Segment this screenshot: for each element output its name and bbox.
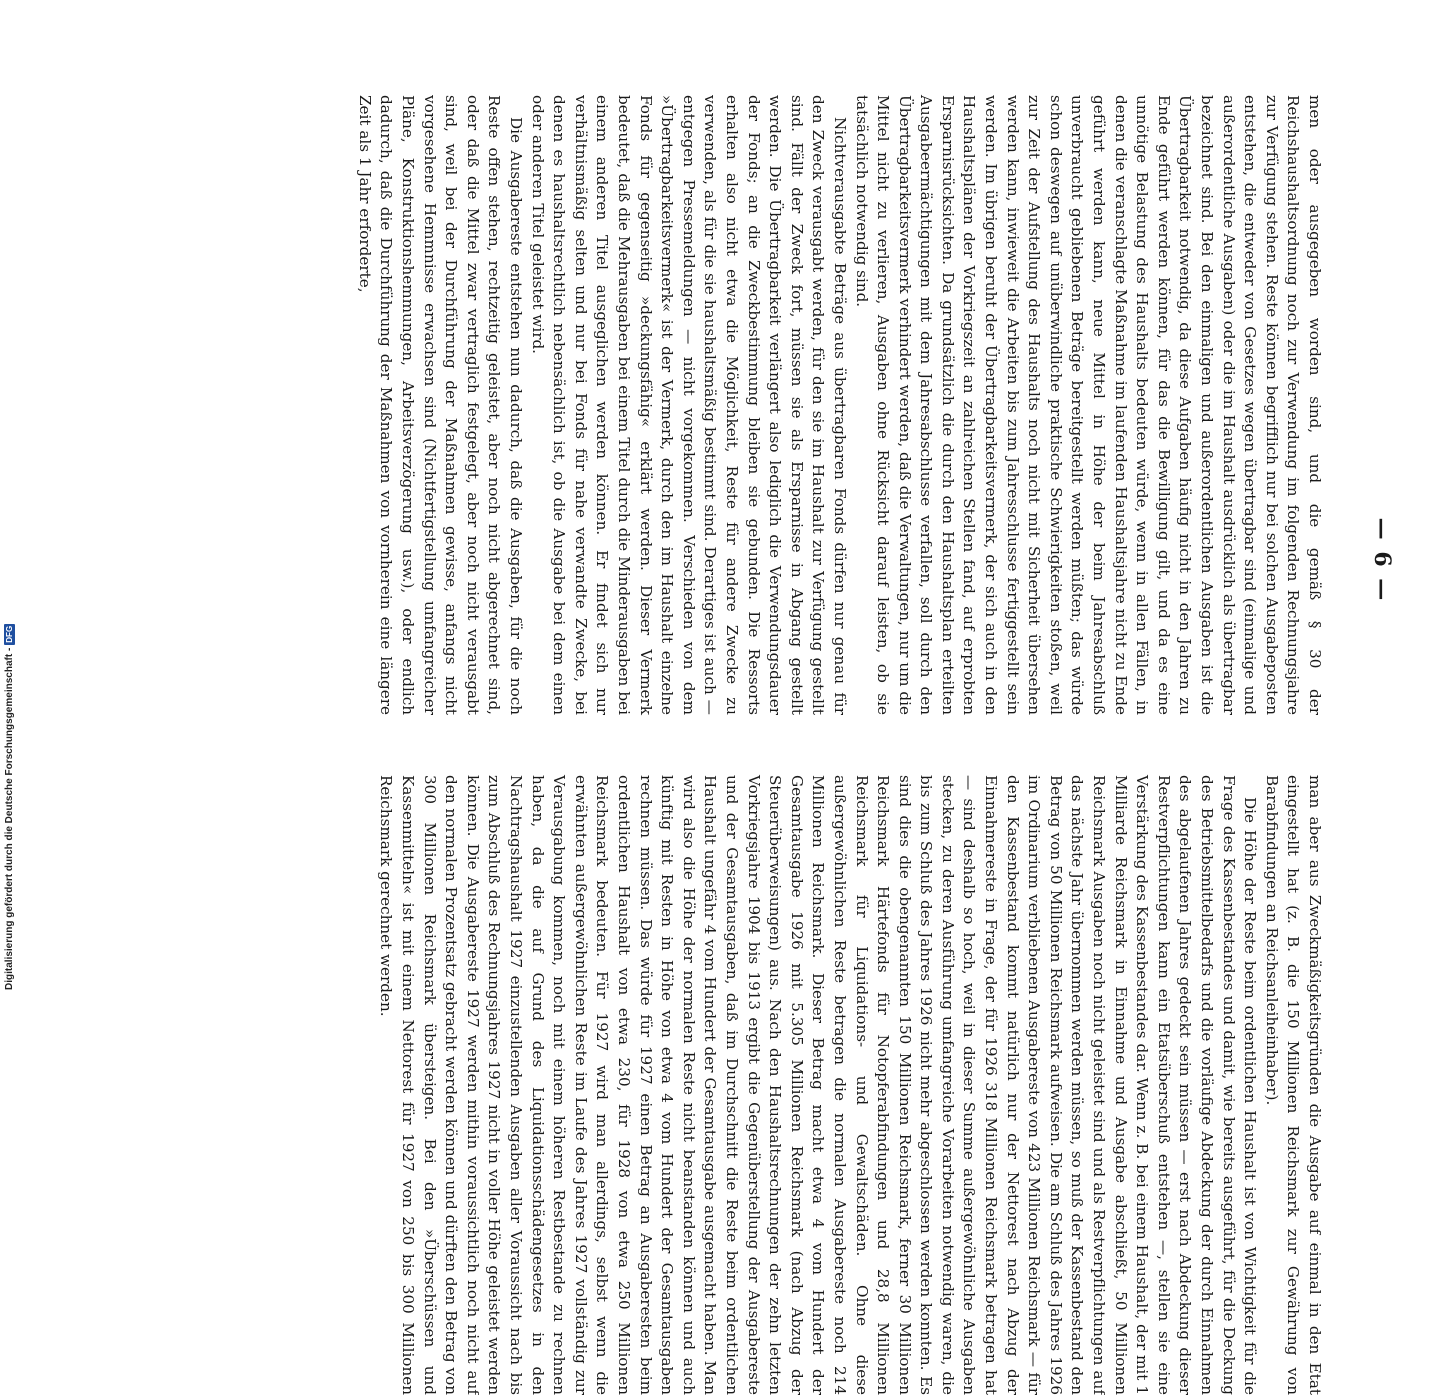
paragraph: Die Ausgabereste entstehen nun dadurch, daß die Ausgaben, für die noch Reste offen stehen, rechtzeitig geleistet, aber noch nicht abgerechnet sind, oder daß die Mittel zwar vertraglich festgelegt, aber noch nicht verausgabt sind, weil bei der Durchführung der Maßnahmen gewisse, anfangs nicht vorgesehene Hemmnisse erwachsen sind (Nichtfertigstellung umfangreicher Pläne, Konstruktionshemmungen, Arbeitsverzögerung usw.), oder endlich dadurch, daß die Durchführung der Maßnahmen von vornherein eine längere Zeit als 1 Jahr erforderte, <box>355 95 526 715</box>
funding-text: Digitalisierung gefördert durch die Deutsche Forschungsgemeinschaft - <box>4 647 15 990</box>
paragraph: men oder ausgegeben worden sind, und die gemäß § 30 der Reichshaushaltsordnung noch zur Verwendung im folgenden Rechnungsjahre zur Verfügung stehen. Reste können begrifflich nur bei solchen Ausgabeposten entstehen, die entweder von Gesetzes wegen übertragbar sind (einmalige und außerordentliche Ausgaben) oder die im Haushalt ausdrücklich als übertragbar bezeichnet sind. Bei den einmaligen und außerordentlichen Ausgaben ist die Übertragbarkeit notwendig, da diese Aufgaben häufig nicht in den Jahren zu Ende geführt werden können, für das die Bewilligung gilt, und da es eine unnötige Belastung des Haushalts bedeuten würde, wenn in allen Fällen, in denen die veranschlagte Maßnahme im laufenden Haushaltsjahre nicht zu Ende geführt werden kann, neue Mittel in Höhe der beim Jahresabschluß unverbraucht gebliebenen Beträge bereitgestellt werden müßten; das würde schon deswegen auf unüberwindliche praktische Schwierigkeiten stoßen, weil zur Zeit der Aufstellung des Haushalts noch nicht mit Sicherheit übersehen werden kann, inwieweit die Arbeiten bis zum Jahresschlusse fertiggestellt sein werden. Im übrigen beruht der Übertragbarkeitsvermerk, der sich auch in den Haushaltsplänen der Vorkriegszeit an zahlreichen Stellen fand, auf erprobten Ersparnisrücksichten. Da grundsätzlich die durch den Haushaltsplan erteilten Ausgabeermächtigungen mit dem Jahresabschlusse verfallen, soll durch den Übertragbarkeitsvermerk verhindert werden, daß die Verwaltungen, nur um die Mittel nicht zu verlieren, Ausgaben ohne Rücksicht darauf leisten, ob sie tatsächlich notwendig sind. <box>852 95 1324 715</box>
page-number: — 6 — <box>1369 517 1395 603</box>
dfg-logo-icon: DFG <box>5 625 14 643</box>
paragraph: Nichtverausgabte Beträge aus übertragbaren Fonds dürfen nur genau für den Zweck verausgabt werden, für den sie im Haushalt zur Verfügung gestellt sind. Fällt der Zweck fort, müssen sie als Ersparnisse in Abgang gestellt werden. Die Übertragbarkeit verlängert also lediglich die Verwendungsdauer der Fonds; an die Zweckbestimmung bleiben sie gebunden. Die Ressorts erhalten also nicht etwa die Möglichkeit, Reste für andere Zwecke zu verwenden, als für die sie haushaltsmäßig bestimmt sind. Derartiges ist auch — entgegen Pressemeldungen — nicht vorgekommen. Verschieden von dem »Übertragbarkeitsvermerk« ist der Vermerk, durch den im Haushalt einzelne Fonds für gegenseitig »deckungsfähig« erklärt werden. Dieser Vermerk bedeutet, daß die Mehrausgaben bei einem Titel durch die Minderausgaben bei einem anderen Titel ausgeglichen werden können. Er findet sich nur verhältnismäßig selten und nur bei Fonds für nahe verwandte Zwecke, bei denen es haushaltsrechtlich nebensächlich ist, ob die Ausgabe bei dem einen oder anderen Titel geleistet wird. <box>528 95 849 715</box>
text-column-2 <box>375 775 1325 1395</box>
rotated-document-page <box>65 95 1395 1395</box>
funding-note <box>4 624 15 990</box>
paragraph: Die Höhe der Reste beim ordentlichen Haushalt ist von Wichtigkeit für die Frage des Kassenbestandes und damit, wie bereits ausgeführt, für die Deckung des Betriebsmittelbedarfs und die vorläufige Abdeckung der durch Einnahmen des abgelaufenen Jahres gedeckt sein müssen — erst nach Abdeckung dieser Restverpflichtungen kann ein Etatsüberschuß entstehen —, stellen sie eine Verstärkung des Kassenbestandes dar. Wenn z. B. bei einem Haushalt, der mit 1 Milliarde Reichsmark in Einnahme und Ausgabe abschließt, 50 Millionen Reichsmark Ausgaben noch nicht geleistet sind und als Restverpflichtungen auf das nächste Jahr übernommen werden müssen, so muß der Kassenbestand den Betrag von 50 Millionen Reichsmark aufweisen. Die am Schluß des Jahres 1926 im Ordinarium verbliebenen Ausgabereste von 423 Millionen Reichsmark — für den Kassenbestand kommt natürlich nur der Nettorest nach Abzug der Einnahmereste in Frage, der für 1926 318 Millionen Reichsmark betragen hat — sind deshalb so hoch, weil in dieser Summe außergewöhnliche Ausgaben stecken, zu deren Ausführung umfangreiche Vorarbeiten notwendig waren, die bis zum Schluß des Jahres 1926 nicht mehr abgeschlossen werden konnten. Es sind dies die obengenannten 150 Millionen Reichsmark, ferner 30 Millionen Reichsmark Härtefonds für Notopferabfindungen und 28,8 Millionen Reichsmark für Liquidations- und Gewaltschäden. Ohne diese außergewöhnlichen Reste betragen die normalen Ausgabereste noch 214 Millionen Reichsmark. Dieser Betrag macht etwa 4 vom Hundert der Gesamtausgabe 1926 mit 5.305 Millionen Reichsmark (nach Abzug der Steuerüberweisungen) aus. Nach den Haushaltsrechnungen der zehn letzten Vorkriegsjahre 1904 bis 1913 ergibt die Gegenüberstellung der Ausgabereste und der Gesamtausgaben, daß im Durchschnitt die Reste beim ordentlichen Haushalt ungefähr 4 vom Hundert der Gesamtausgabe ausgemacht haben. Man wird also die Höhe der normalen Reste nicht beanstanden können und auch künftig mit Resten in Höhe von etwa 4 vom Hundert der Gesamtausgaben rechnen müssen. Das würde für 1927 einen Betrag an Ausgaberesten beim ordentlichen Haushalt von etwa 230, für 1928 von etwa 250 Millionen Reichsmark bedeuten. Für 1927 wird man allerdings, selbst wenn die erwähnten außergewöhnlichen Reste im Laufe des Jahres 1927 vollständig zur Verausgabung kommen, noch mit einem höheren Restbestande zu rechnen haben, da die auf Grund des Liquidationsschädengesetzes in den Nachtragshaushalt 1927 einzustellenden Ausgaben aller Voraussicht nach bis zum Abschluß des Rechnungsjahres 1927 nicht in voller Höhe geleistet werden können. Die Ausgabereste 1927 werden mithin voraussichtlich noch nicht auf den normalen Prozentsatz gebracht werden können und dürften den Betrag von 300 Millionen Reichsmark übersteigen. Bei den »Überschüssen und Kassenmitteln« ist mit einem Nettorest für 1927 von 250 bis 300 Millionen Reichsmark gerechnet werden. <box>377 775 1260 1395</box>
text-column-1 <box>353 95 1325 715</box>
paragraph: man aber aus Zweckmäßigkeitsgründen die Ausgabe auf einmal in den Etat eingestellt hat (z. B. die 150 Millionen Reichsmark zur Gewährung von Barabfindungen an Reichsanleiheinhaber). <box>1262 775 1324 1395</box>
